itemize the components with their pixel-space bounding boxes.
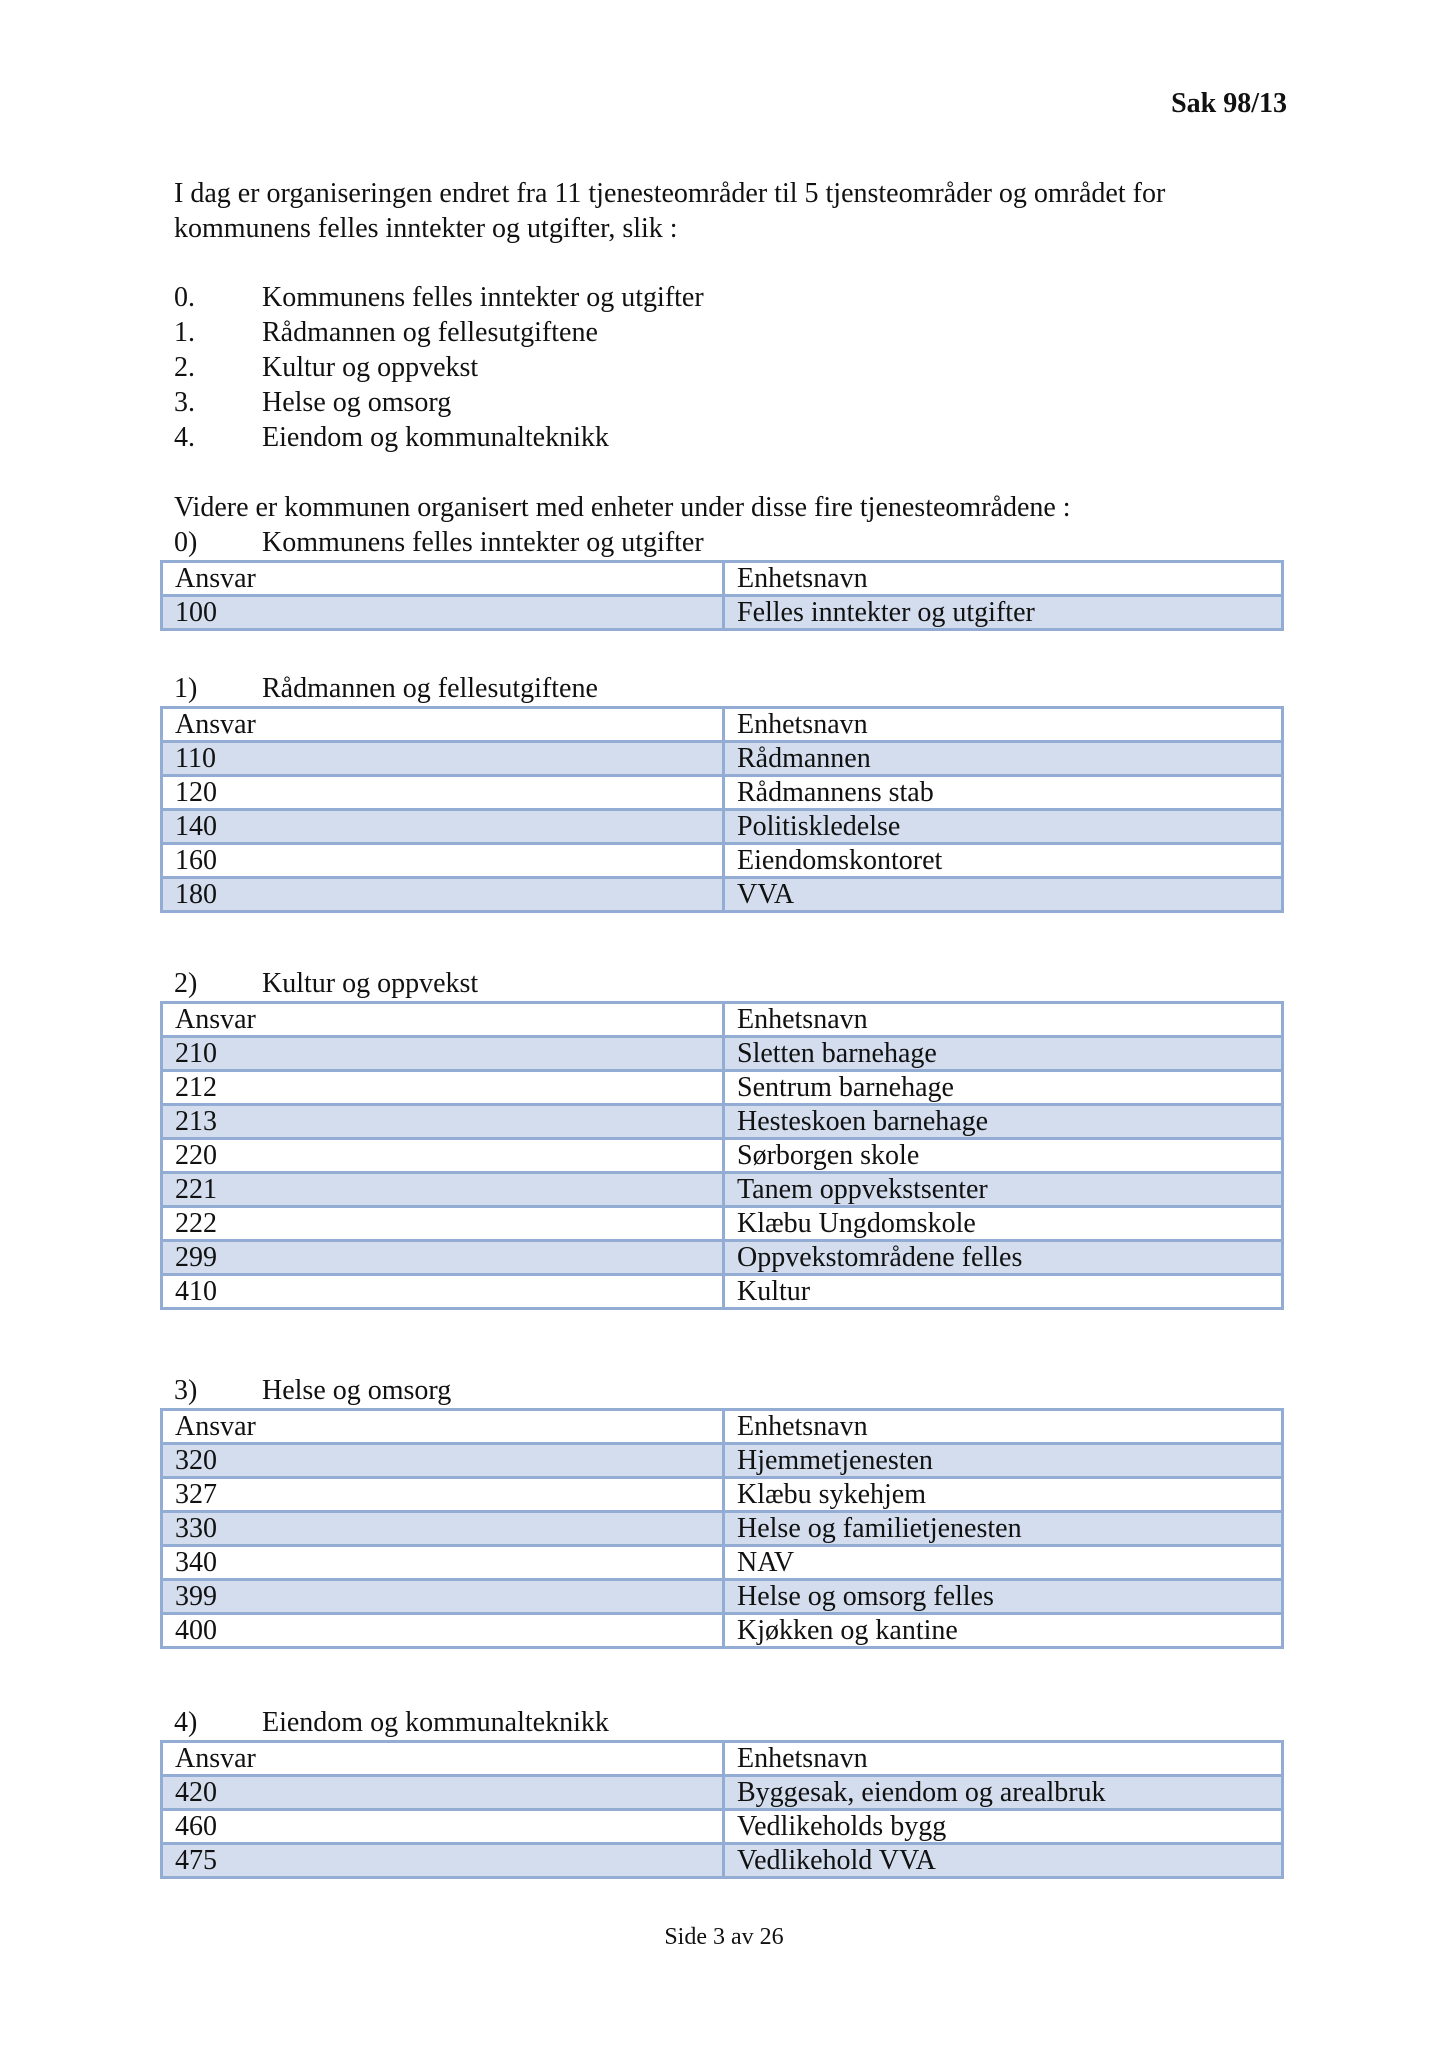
column-header: Ansvar [162, 708, 724, 742]
table-cell: NAV [724, 1546, 1283, 1580]
table-cell: 330 [162, 1512, 724, 1546]
unit-table [160, 1001, 1284, 1310]
section-title: Kommunens felles inntekter og utgifter [262, 527, 704, 558]
section-heading [160, 1373, 1284, 1408]
table-row [162, 1614, 1283, 1648]
column-header: Enhetsnavn [724, 708, 1283, 742]
section-heading [160, 966, 1284, 1001]
table-row [162, 1241, 1283, 1275]
section-number: 4) [174, 1707, 198, 1738]
list-item [174, 315, 704, 350]
table-row [162, 1580, 1283, 1614]
table-row [162, 878, 1283, 912]
table-row [162, 1844, 1283, 1878]
table-cell: 221 [162, 1173, 724, 1207]
table-row [162, 596, 1283, 630]
section-title: Rådmannen og fellesutgiftene [262, 673, 598, 704]
case-number: Sak 98/13 [1171, 88, 1287, 119]
table-cell: Klæbu sykehjem [724, 1478, 1283, 1512]
column-header: Ansvar [162, 562, 724, 596]
service-area-list [174, 280, 704, 455]
table-cell: Rådmannens stab [724, 776, 1283, 810]
list-number: 4. [174, 422, 195, 453]
list-label: Kommunens felles inntekter og utgifter [262, 282, 704, 313]
table-cell: Rådmannen [724, 742, 1283, 776]
section-number: 2) [174, 968, 198, 999]
table-cell: Hjemmetjenesten [724, 1444, 1283, 1478]
table-cell: Helse og familietjenesten [724, 1512, 1283, 1546]
unit-table [160, 706, 1284, 913]
videre-paragraph: Videre er kommunen organisert med enheter under disse fire tjenesteområdene : [174, 492, 1071, 523]
table-row [162, 1037, 1283, 1071]
unit-table [160, 1408, 1284, 1649]
table-row [162, 1546, 1283, 1580]
table-cell: 213 [162, 1105, 724, 1139]
table-cell: 212 [162, 1071, 724, 1105]
section-title: Kultur og oppvekst [262, 968, 479, 999]
section-number: 0) [174, 527, 198, 558]
list-item [174, 350, 704, 385]
table-cell: 220 [162, 1139, 724, 1173]
list-item [174, 420, 704, 455]
table-cell: 340 [162, 1546, 724, 1580]
table-cell: 160 [162, 844, 724, 878]
section-1 [160, 671, 1284, 913]
table-cell: 140 [162, 810, 724, 844]
table-row [162, 1776, 1283, 1810]
section-heading [160, 671, 1284, 706]
table-header-row [162, 562, 1283, 596]
table-row [162, 810, 1283, 844]
table-cell: Klæbu Ungdomskole [724, 1207, 1283, 1241]
table-header-row [162, 1003, 1283, 1037]
table-cell: VVA [724, 878, 1283, 912]
list-item [174, 280, 704, 315]
table-cell: 327 [162, 1478, 724, 1512]
table-cell: 222 [162, 1207, 724, 1241]
list-label: Rådmannen og fellesutgiftene [262, 317, 598, 348]
table-row [162, 1275, 1283, 1309]
table-row [162, 1139, 1283, 1173]
unit-table [160, 560, 1284, 631]
section-title: Helse og omsorg [262, 1375, 452, 1406]
table-cell: Oppvekstområdene felles [724, 1241, 1283, 1275]
table-cell: Tanem oppvekstsenter [724, 1173, 1283, 1207]
table-cell: Felles inntekter og utgifter [724, 596, 1283, 630]
table-row [162, 1105, 1283, 1139]
section-heading [160, 1705, 1284, 1740]
table-row [162, 1512, 1283, 1546]
table-row [162, 1173, 1283, 1207]
table-cell: 475 [162, 1844, 724, 1878]
column-header: Ansvar [162, 1003, 724, 1037]
column-header: Enhetsnavn [724, 1742, 1283, 1776]
table-cell: 460 [162, 1810, 724, 1844]
section-2 [160, 966, 1284, 1310]
table-cell: Sentrum barnehage [724, 1071, 1283, 1105]
table-cell: Hesteskoen barnehage [724, 1105, 1283, 1139]
table-cell: 399 [162, 1580, 724, 1614]
column-header: Ansvar [162, 1742, 724, 1776]
table-row [162, 1444, 1283, 1478]
table-cell: 100 [162, 596, 724, 630]
section-number: 1) [174, 673, 198, 704]
section-4 [160, 1705, 1284, 1879]
table-cell: Vedlikeholds bygg [724, 1810, 1283, 1844]
list-label: Helse og omsorg [262, 387, 452, 418]
column-header: Ansvar [162, 1410, 724, 1444]
table-cell: Byggesak, eiendom og arealbruk [724, 1776, 1283, 1810]
table-cell: Kultur [724, 1275, 1283, 1309]
table-cell: 120 [162, 776, 724, 810]
table-row [162, 844, 1283, 878]
table-cell: 299 [162, 1241, 724, 1275]
list-number: 1. [174, 317, 195, 348]
table-cell: 420 [162, 1776, 724, 1810]
table-row [162, 742, 1283, 776]
section-3 [160, 1373, 1284, 1649]
table-cell: Sørborgen skole [724, 1139, 1283, 1173]
table-row [162, 1207, 1283, 1241]
table-cell: 210 [162, 1037, 724, 1071]
table-header-row [162, 708, 1283, 742]
table-row [162, 1071, 1283, 1105]
column-header: Enhetsnavn [724, 562, 1283, 596]
table-cell: Helse og omsorg felles [724, 1580, 1283, 1614]
table-cell: 320 [162, 1444, 724, 1478]
column-header: Enhetsnavn [724, 1003, 1283, 1037]
intro-paragraph: I dag er organiseringen endret fra 11 tjenesteområder til 5 tjensteområder og området for kommunens felles inntekter og utgifter, slik : [174, 178, 1166, 244]
table-header-row [162, 1410, 1283, 1444]
section-number: 3) [174, 1375, 198, 1406]
list-label: Eiendom og kommunalteknikk [262, 422, 609, 453]
table-cell: 180 [162, 878, 724, 912]
table-cell: 410 [162, 1275, 724, 1309]
page-number: Side 3 av 26 [664, 1924, 784, 1950]
list-label: Kultur og oppvekst [262, 352, 479, 383]
section-heading [160, 525, 1284, 560]
table-cell: Vedlikehold VVA [724, 1844, 1283, 1878]
table-header-row [162, 1742, 1283, 1776]
section-0 [160, 525, 1284, 631]
table-row [162, 1810, 1283, 1844]
table-cell: Eiendomskontoret [724, 844, 1283, 878]
list-number: 3. [174, 387, 195, 418]
list-number: 0. [174, 282, 195, 313]
table-cell: Sletten barnehage [724, 1037, 1283, 1071]
table-cell: Kjøkken og kantine [724, 1614, 1283, 1648]
unit-table [160, 1740, 1284, 1879]
table-row [162, 1478, 1283, 1512]
list-number: 2. [174, 352, 195, 383]
table-cell: Politiskledelse [724, 810, 1283, 844]
section-title: Eiendom og kommunalteknikk [262, 1707, 609, 1738]
column-header: Enhetsnavn [724, 1410, 1283, 1444]
table-cell: 400 [162, 1614, 724, 1648]
table-row [162, 776, 1283, 810]
table-cell: 110 [162, 742, 724, 776]
list-item [174, 385, 704, 420]
